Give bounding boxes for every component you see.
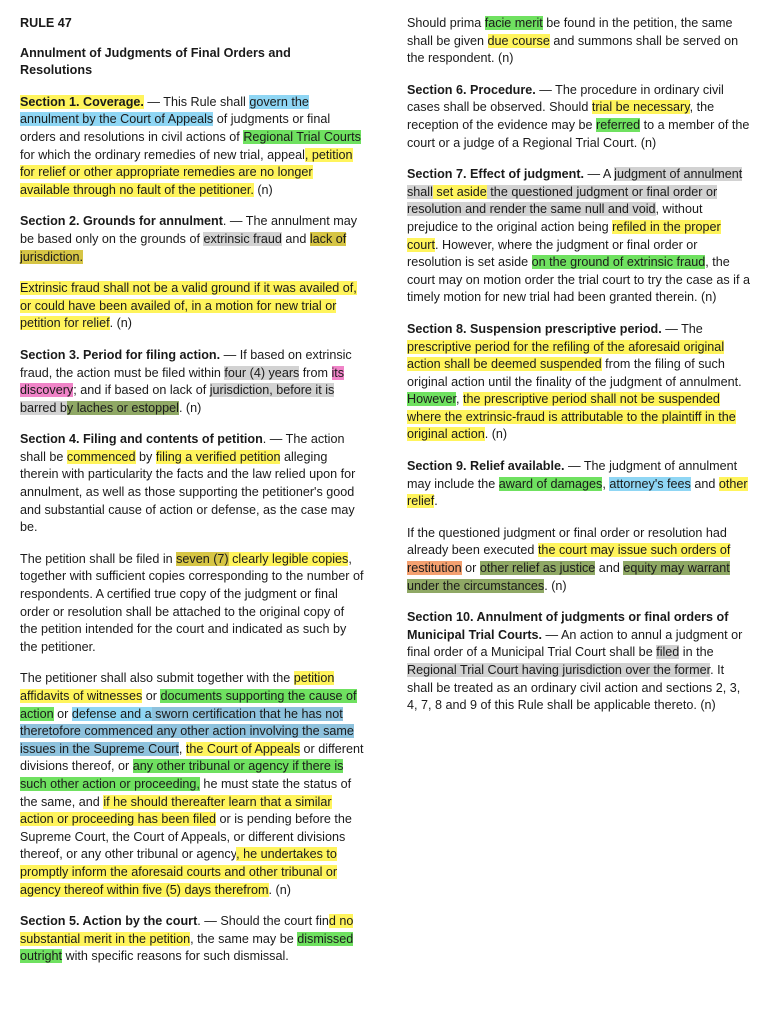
section-9: Section 9. Relief available. — The judgment of annulment may include the award of damages, attorney's fees and other relief. <box>407 459 748 509</box>
section-5: Section 5. Action by the court. — Should the court find no substantial merit in the petition, the same may be dismissed outright with specific reasons for such dismissal. <box>20 914 354 964</box>
section-4-paragraph-3: The petitioner shall also submit together with the petition affidavits of witnesses or documents supporting the cause of action or defense and a sworn certification that he has not theretofore commenced any other action involving the same issues in the Supreme Court, the Court of Appeals or different divisions thereof, or any other tribunal or agency if there is such other action or proceeding, he must state the status of the same, and if he should thereafter learn that a similar action or proceeding has been filed or is pending before the Supreme Court, the Court of Appeals, or different divisions thereof, or any other tribunal or agency, he undertakes to promptly inform the aforesaid courts and other tribunal or agency thereof within five (5) days therefrom. (n) <box>20 671 364 897</box>
section-4-paragraph-2: The petition shall be filed in seven (7) clearly legible copies, together with sufficient copies corresponding to the number of respondents. A certified true copy of the judgment or final order or resolution shall be attached to the original copy of the petition intended for the court and indicated as such by the petitioner. <box>20 551 364 654</box>
right-column <box>407 15 750 729</box>
section-4: Section 4. Filing and contents of petition. — The action shall be commenced by filing a verified petition alleging therein with particularity the facts and the law relied upon for annulment, as well as those supporting the petitioner's good and substantial cause of action or defense, as the case may be. <box>20 432 356 535</box>
section-10: Section 10. Annulment of judgments or final orders of Municipal Trial Courts. — An action to annul a judgment or final order of a Municipal Trial Court shall be filed in the Regional Trial Court having jurisdiction over the former. It shall be treated as an ordinary civil action and sections 2, 3, 4, 7, 8 and 9 of this Rule shall be applicable thereto. (n) <box>407 610 743 713</box>
rule-number: RULE 47 <box>20 16 72 30</box>
left-column <box>20 15 365 980</box>
section-5-heading: Section 5. Action by the court <box>20 914 198 929</box>
section-2: Section 2. Grounds for annulment. — The annulment may be based only on the grounds of extrinsic fraud and lack of jurisdiction. <box>20 214 358 264</box>
section-7: Section 7. Effect of judgment. — A judgment of annulment shall set aside the questioned judgment or final order or resolution and render the same null and void, without prejudice to the original action being refiled in the proper court. However, where the judgment or final order or resolution is set aside on the ground of extrinsic fraud, the court may on motion order the trial court to try the case as if a timely motion for new trial had been granted therein. (n) <box>407 167 750 305</box>
section-9-paragraph-2: If the questioned judgment or final order or resolution had already been executed the court may issue such orders of restitution or other relief as justice and equity may warrant under the circumstances. (n) <box>407 525 731 593</box>
section-8-heading: Section 8. Suspension prescriptive period. <box>407 321 662 336</box>
section-6: Section 6. Procedure. — The procedure in ordinary civil cases shall be observed. Should trial be necessary, the reception of the evidence may be referred to a member of the court or a judge of a Regional Trial Court. (n) <box>407 82 750 150</box>
section-9-heading: Section 9. Relief available. <box>407 459 565 474</box>
document-title: Annulment of Judgments of Final Orders and Resolutions <box>20 45 291 78</box>
section-3-heading: Section 3. Period for filing action. <box>20 347 221 362</box>
section-1: Section 1. Coverage. — This Rule shall govern the annulment by the Court of Appeals of judgments or final orders and resolutions in civil actions of Regional Trial Courts for which the ordinary remedies of new trial, appeal, petition for relief or other appropriate remedies are no longer available through no fault of the petitioner. (n) <box>20 94 361 197</box>
section-3: Section 3. Period for filing action. — If based on extrinsic fraud, the action must be filed within four (4) years from its discovery; and if based on lack of jurisdiction, before it is barred by laches or estoppel. (n) <box>20 347 352 415</box>
section-1-heading: Section 1. Coverage. <box>20 94 144 109</box>
section-10-heading: Section 10. Annulment of judgments or final orders of Municipal Trial Courts. <box>407 610 729 642</box>
section-7-heading: Section 7. Effect of judgment. <box>407 167 585 182</box>
section-2-heading: Section 2. Grounds for annulment <box>20 214 223 229</box>
section-2-paragraph-2: Extrinsic fraud shall not be a valid ground if it was availed of, or could have been availed of, in a motion for new trial or petition for relief. (n) <box>20 281 357 331</box>
section-5-paragraph-2: Should prima facie merit be found in the petition, the same shall be given due course and summons shall be served on the respondent. (n) <box>407 16 739 66</box>
section-8: Section 8. Suspension prescriptive period. — The prescriptive period for the refiling of the aforesaid original action shall be deemed suspended from the filing of such original action until the finality of the judgment of annulment. However, the prescriptive period shall not be suspended where the extrinsic-fraud is attributable to the plaintiff in the original action. (n) <box>407 321 742 442</box>
section-6-heading: Section 6. Procedure. <box>407 82 536 97</box>
section-4-heading: Section 4. Filing and contents of petition <box>20 432 263 447</box>
